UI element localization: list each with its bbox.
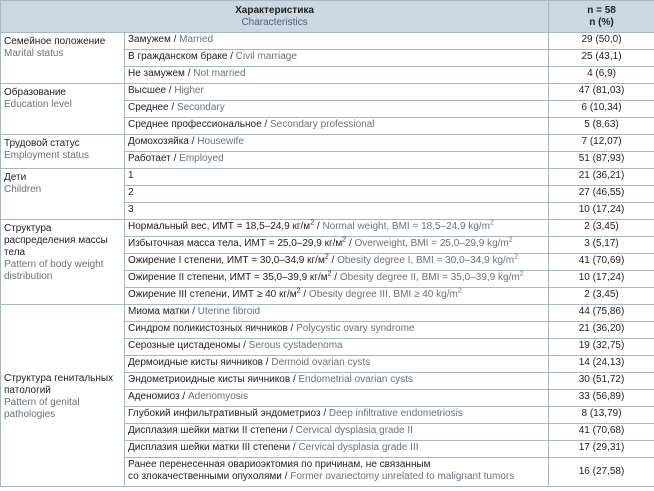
item-label: Не замужем / Not married [125, 67, 549, 84]
item-label: Высшее / Higher [125, 84, 549, 101]
item-value: 16 (27,58) [549, 458, 654, 487]
item-label: 3 [125, 203, 549, 220]
item-label: Миома матки / Uterine fibroid [125, 305, 549, 322]
table-row [1, 135, 654, 152]
item-label: Дермоидные кисты яичников / Dermoid ovarian cysts [125, 356, 549, 373]
item-label: Среднее / Secondary [125, 101, 549, 118]
table-row [1, 84, 654, 101]
item-label: 2 [125, 186, 549, 203]
item-value: 4 (6,9) [549, 67, 654, 84]
item-value: 17 (29,31) [549, 441, 654, 458]
item-label: Домохозяйка / Housewife [125, 135, 549, 152]
item-value: 44 (75,86) [549, 305, 654, 322]
item-value: 47 (81,03) [549, 84, 654, 101]
item-label: Работает / Employed [125, 152, 549, 169]
category-education-level: Образование Education level [1, 84, 125, 135]
item-label: Замужем / Married [125, 33, 549, 50]
item-label: Глубокий инфильтративный эндометриоз / Deep infiltrative endometriosis [125, 407, 549, 424]
item-label: В гражданском браке / Civil marriage [125, 50, 549, 67]
item-label: Ранее перенесенная овариоэктомия по причинам, не связанным со злокачественными опухолями / Former ovariectomy unrelated to malignant tumors [125, 458, 549, 487]
item-value: 8 (13,79) [549, 407, 654, 424]
item-value: 19 (32,75) [549, 339, 654, 356]
item-label: Ожирение I степени, ИМТ = 30,0–34,9 $кг/м^2$ / Obesity degree I, BMI = 30,0–34,9 $kg/m^2$ [125, 254, 549, 271]
table-header-row [1, 1, 654, 33]
item-value: 10 (17,24) [549, 271, 654, 288]
table-row [1, 33, 654, 50]
item-value: 14 (24,13) [549, 356, 654, 373]
header-n-pct: n (%) [589, 16, 614, 28]
category-genital-pathologies: Структура генитальных патологий Pattern of genital pathologies [1, 305, 125, 487]
item-label: Серозные цистаденомы / Serous cystadenoma [125, 339, 549, 356]
header-characteristics [1, 1, 549, 33]
item-label: Аденомиоз / Adenomyosis [125, 390, 549, 407]
item-value: 3 (5,17) [549, 237, 654, 254]
item-label: Ожирение II степени, ИМТ = 35,0–39,9 $кг/м^2$ / Obesity degree II, BMI = 35,0–39,9 $kg/m^2$ [125, 271, 549, 288]
item-value: 29 (50,0) [549, 33, 654, 50]
item-label: Избыточная масса тела, ИМТ = 25,0–29,9 $кг/м^2$ / Overweight, BMI = 25,0–29,9 $kg/m^2$ [125, 237, 549, 254]
item-value: 5 (8,63) [549, 118, 654, 135]
item-value: 41 (70,68) [549, 424, 654, 441]
item-label: Нормальный вес, ИМТ = 18,5–24,9 $кг/м^2$ / Normal weight, BMI = 18,5–24,9 $kg/m^2$ [125, 220, 549, 237]
item-value: 6 (10,34) [549, 101, 654, 118]
item-label: Синдром поликистозных яичников / Polycystic ovary syndrome [125, 322, 549, 339]
table-row [1, 305, 654, 322]
item-value: 7 (12,07) [549, 135, 654, 152]
category-children: Дети Children [1, 169, 125, 220]
header-char-en: Characteristics [241, 16, 308, 28]
item-value: 21 (36,21) [549, 169, 654, 186]
header-char-ru: Характеристика [235, 4, 314, 16]
header-n [549, 1, 654, 33]
item-value: 25 (43,1) [549, 50, 654, 67]
table-row [1, 220, 654, 237]
item-label: Ожирение III степени, ИМТ ≥ 40 $кг/м^2$ / Obesity degree III, BMI ≥ 40 $kg/m^2$ [125, 288, 549, 305]
item-value: 2 (3,45) [549, 220, 654, 237]
category-body-weight: Структура распределения массы тела Pattern of body weight distribution [1, 220, 125, 305]
item-label: Среднее профессиональное / Secondary professional [125, 118, 549, 135]
category-employment-status: Трудовой статус Employment status [1, 135, 125, 169]
category-marital-status: Семейное положение Marital status [1, 33, 125, 84]
item-label: 1 [125, 169, 549, 186]
item-label: Дисплазия шейки матки III степени / Cervical dysplasia grade III [125, 441, 549, 458]
item-value: 33 (56,89) [549, 390, 654, 407]
item-label: Дисплазия шейки матки II степени / Cervical dysplasia grade II [125, 424, 549, 441]
header-n-label: n = 58 [587, 4, 616, 16]
item-value: 27 (46,55) [549, 186, 654, 203]
item-value: 30 (51,72) [549, 373, 654, 390]
item-value: 2 (3,45) [549, 288, 654, 305]
item-value: 41 (70,69) [549, 254, 654, 271]
item-value: 10 (17,24) [549, 203, 654, 220]
item-value: 21 (36,20) [549, 322, 654, 339]
table-row [1, 169, 654, 186]
item-label: Эндометриоидные кисты яичников / Endometrial ovarian cysts [125, 373, 549, 390]
item-value: 51 (87,93) [549, 152, 654, 169]
